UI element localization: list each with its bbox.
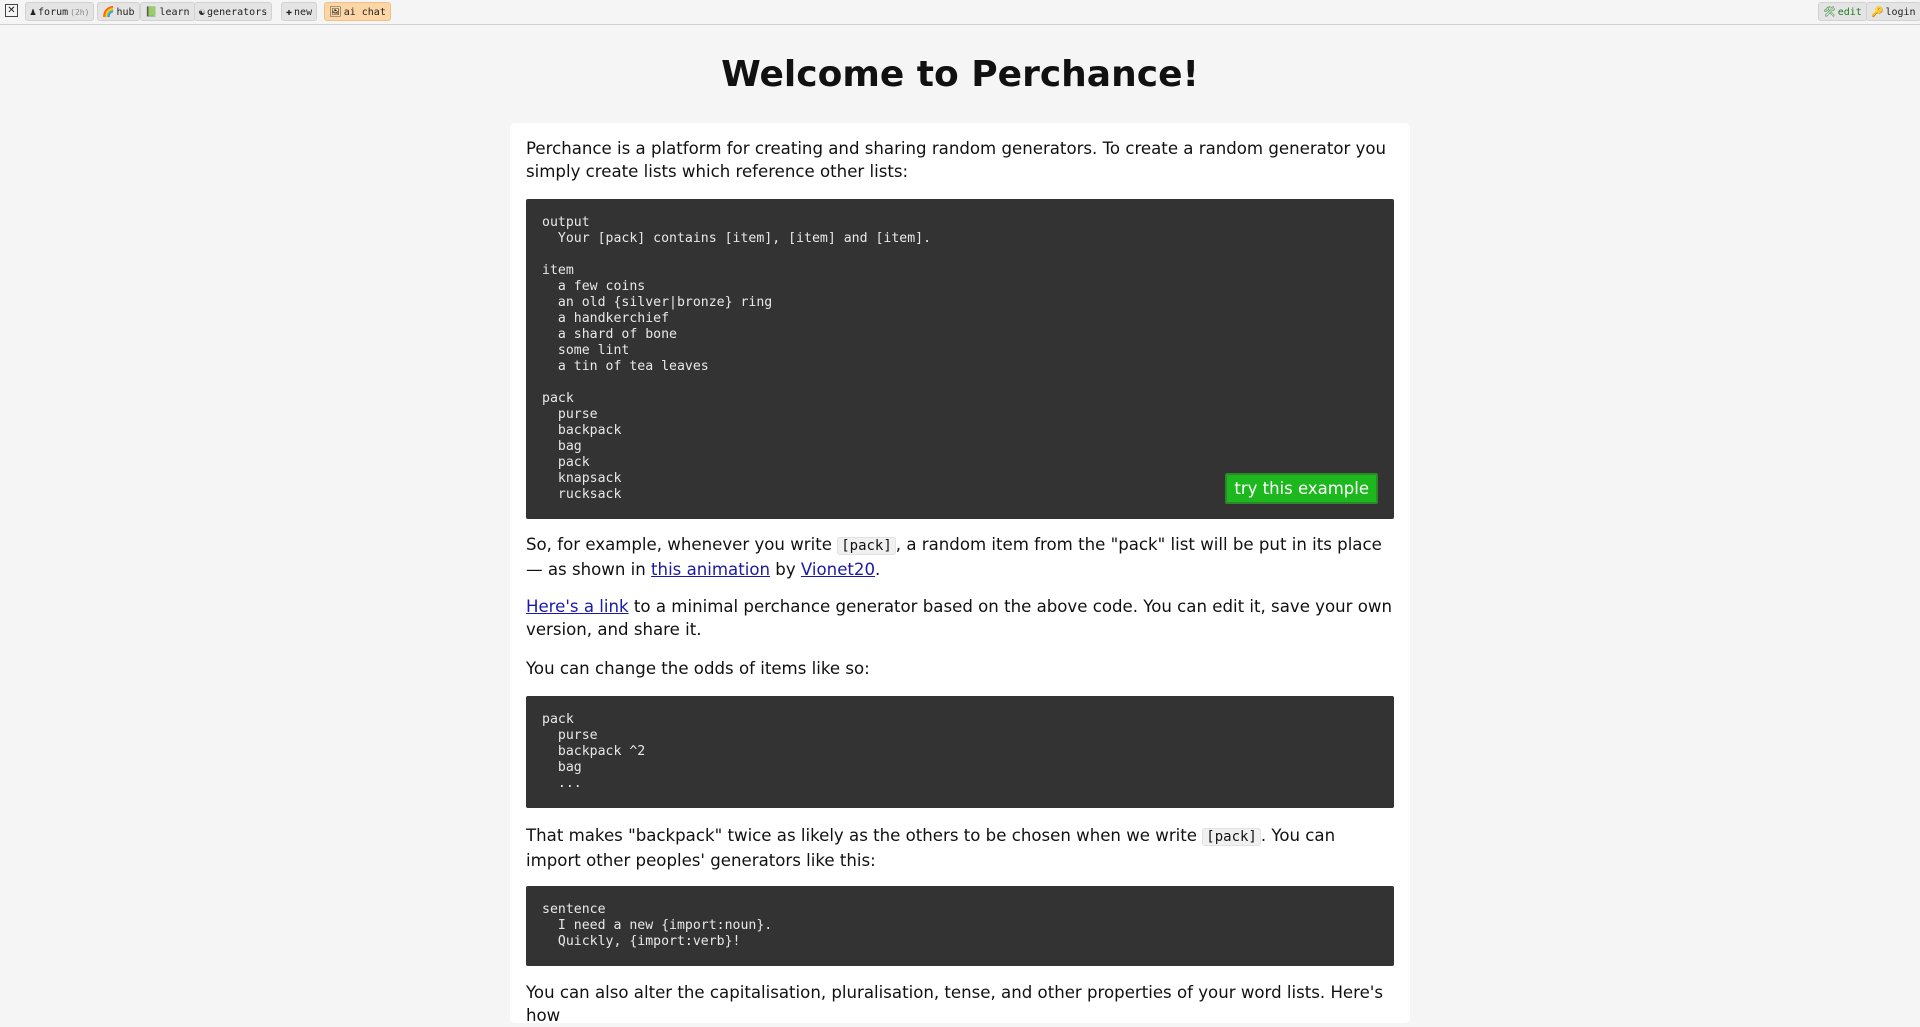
book-icon: 📗 (145, 7, 158, 18)
plus-icon: ✚ (286, 7, 293, 18)
import-code-block (526, 886, 1394, 966)
inline-code-pack-2: [pack] (1202, 828, 1261, 846)
explanation-text-1: So, for example, whenever you write (526, 535, 838, 554)
odds-code-block (526, 696, 1394, 808)
rainbow-icon: 🌈 (102, 7, 115, 18)
forum-icon: ♟ (30, 7, 37, 18)
import-text-1: That makes "backpack" twice as likely as the others to be chosen when we write (526, 826, 1203, 845)
forum-button[interactable] (25, 2, 94, 21)
new-label: new (294, 7, 313, 18)
generators-label: generators (207, 7, 268, 18)
minimal-generator-link[interactable]: Here's a link (526, 597, 629, 616)
link-paragraph-text: to a minimal perchance generator based on the above code. You can edit it, save your own version, and share it. (526, 597, 1393, 639)
content-card (510, 123, 1410, 1023)
tools-icon: 🛠 (1823, 7, 1836, 18)
ai-chat-label: ai chat (343, 7, 386, 18)
login-button[interactable] (1866, 2, 1920, 21)
key-icon: 🔑 (1871, 7, 1884, 18)
explanation-text-2: , a random item from the "pack" list will be put in its place — as shown in (526, 535, 1382, 579)
example-code-block[interactable] (526, 199, 1394, 519)
author-link[interactable]: Vionet20 (800, 560, 876, 579)
animation-link[interactable]: this animation (651, 560, 771, 579)
explanation-text-4: . (875, 560, 881, 579)
edit-label: edit (1837, 7, 1862, 18)
forum-label: forum (38, 7, 69, 18)
odds-code: pack purse backpack ^2 bag ... (542, 712, 646, 791)
close-icon[interactable]: ✕ (5, 4, 18, 17)
explanation-text-3: by (770, 560, 801, 579)
learn-label: learn (159, 7, 190, 18)
import-text-2: . You can import other peoples' generators like this: (526, 826, 1336, 870)
link-paragraph (526, 595, 1394, 641)
capitalisation-paragraph: You can also alter the capitalisation, pluralisation, tense, and other properties of your word lists. Here's how (526, 983, 1384, 1025)
generators-button[interactable] (194, 2, 272, 21)
yin-yang-icon: ☯ (199, 7, 206, 18)
inline-code-pack: [pack] (837, 537, 896, 555)
ai-chat-button[interactable] (324, 2, 391, 21)
login-label: login (1885, 7, 1916, 18)
explanation-paragraph (526, 533, 1394, 581)
hub-button[interactable] (97, 2, 140, 21)
import-code: sentence I need a new {import:noun}. Quickly, {import:verb}! (542, 902, 773, 949)
new-button[interactable] (281, 2, 317, 21)
hub-label: hub (116, 7, 135, 18)
learn-button[interactable] (140, 2, 195, 21)
picture-icon: 🖼 (329, 7, 342, 18)
page-title: Welcome to Perchance! (721, 54, 1199, 95)
edit-button[interactable] (1818, 2, 1867, 21)
odds-paragraph: You can change the odds of items like so: (526, 659, 870, 678)
example-code: output Your [pack] contains [item], [item] and [item]. item a few coins an old {silver|bronze} ring a handkerchief a shard of bone some lint a tin of tea leaves pack purse backpack bag pack knapsack rucksack (542, 215, 932, 502)
try-example-button[interactable]: try this example (1225, 473, 1378, 504)
import-paragraph (526, 824, 1394, 872)
top-nav-bar (0, 0, 1920, 25)
forum-count: (2h) (70, 8, 90, 17)
intro-paragraph: Perchance is a platform for creating and sharing random generators. To create a random generator you simply create lists which reference other lists: (526, 139, 1387, 181)
